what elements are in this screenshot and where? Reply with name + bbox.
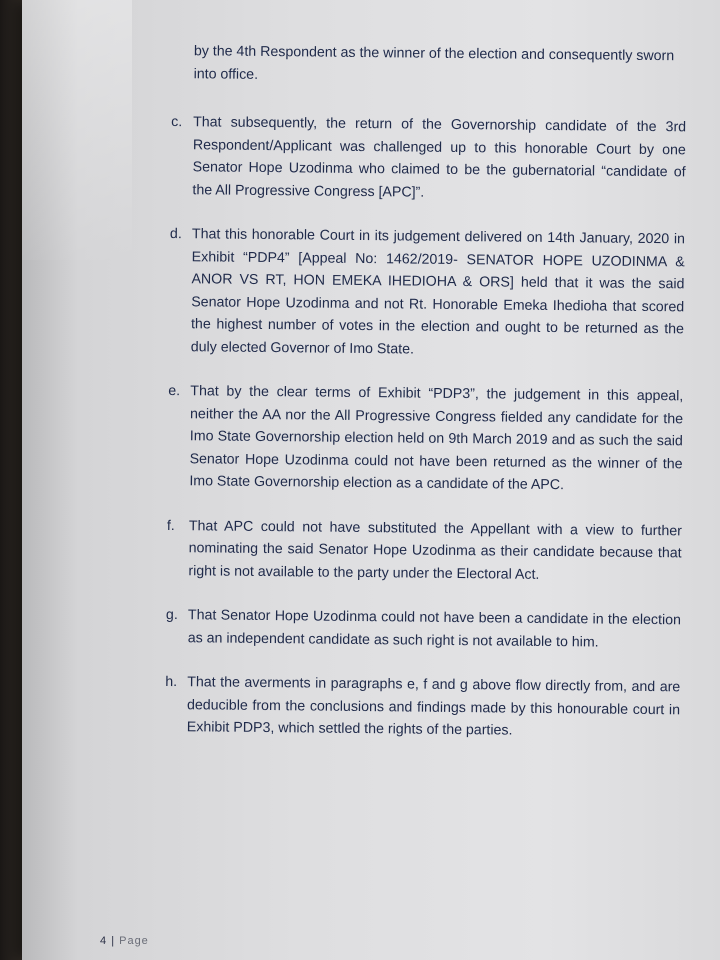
document-page — [22, 0, 720, 960]
paragraph-g — [166, 604, 681, 654]
page-footer — [100, 935, 149, 947]
page-separator: | — [111, 935, 116, 947]
document-body — [164, 40, 687, 766]
continuation-text: by the 4th Respondent as the winner of the election and consequently sworn into office. — [193, 43, 675, 83]
paragraph-text: That Senator Hope Uzodinma could not have been a candidate in the election as an independent candidate as such right is not available to him. — [187, 607, 682, 651]
paragraph-label: f. — [166, 517, 175, 534]
paragraph-h — [165, 671, 681, 744]
paragraph-label: d. — [169, 225, 182, 243]
paragraph-text: That the averments in paragraphs e, f and g above flow directly from, and are deducible from the conclusions and findings made by this honourable court in Exhibit PDP3, which settled the rights of the parties. — [186, 674, 681, 739]
paragraph-c — [170, 111, 686, 206]
paragraph-text: That subsequently, the return of the Governorship candidate of the 3rd Respondent/Applicant was challenged up to this honorable Court by one Senator Hope Uzodinma who claimed to be the gubernatorial “candidate of the All Progressive Congress [APC]”. — [192, 114, 687, 201]
paragraph-f — [166, 514, 682, 587]
paragraph-text: That APC could not have substituted the Appellant with a view to further nominating the said Senator Hope Uzodinma as their candidate because that right is not available to the party under the Electoral Act. — [188, 517, 682, 583]
paragraph-e — [167, 380, 683, 498]
paragraph-d — [169, 223, 685, 363]
page-word: Page — [119, 935, 149, 947]
paragraph-text: That by the clear terms of Exhibit “PDP3”, the judgement in this appeal, neither the AA nor the All Progressive Congress fielded any candidate for the Imo State Governorship election held on 9th March 2019 and as such the said Senator Hope Uzodinma could not have been returned as the winner of the Imo State Governorship election as a candidate of the APC. — [189, 383, 684, 494]
paragraph-label: e. — [168, 382, 181, 400]
page-number: 4 — [100, 935, 108, 947]
paragraph-label: c. — [171, 113, 183, 131]
paragraph-text: That this honorable Court in its judgement delivered on 14th January, 2020 in Exhibit “PDP4” [Appeal No: 1462/2019- SENATOR HOPE UZODINMA & ANOR VS RT, HON EMEKA IHEDIOHA & ORS] held that it was the said Senator Hope Uzodinma and not Rt. Honorable Emeka Ihedioha that scored the highest number of votes in the election and ought to be returned as the duly elected Governor of Imo State. — [190, 226, 686, 358]
paragraph-label: g. — [165, 606, 178, 624]
paragraph-label: h. — [165, 673, 178, 691]
